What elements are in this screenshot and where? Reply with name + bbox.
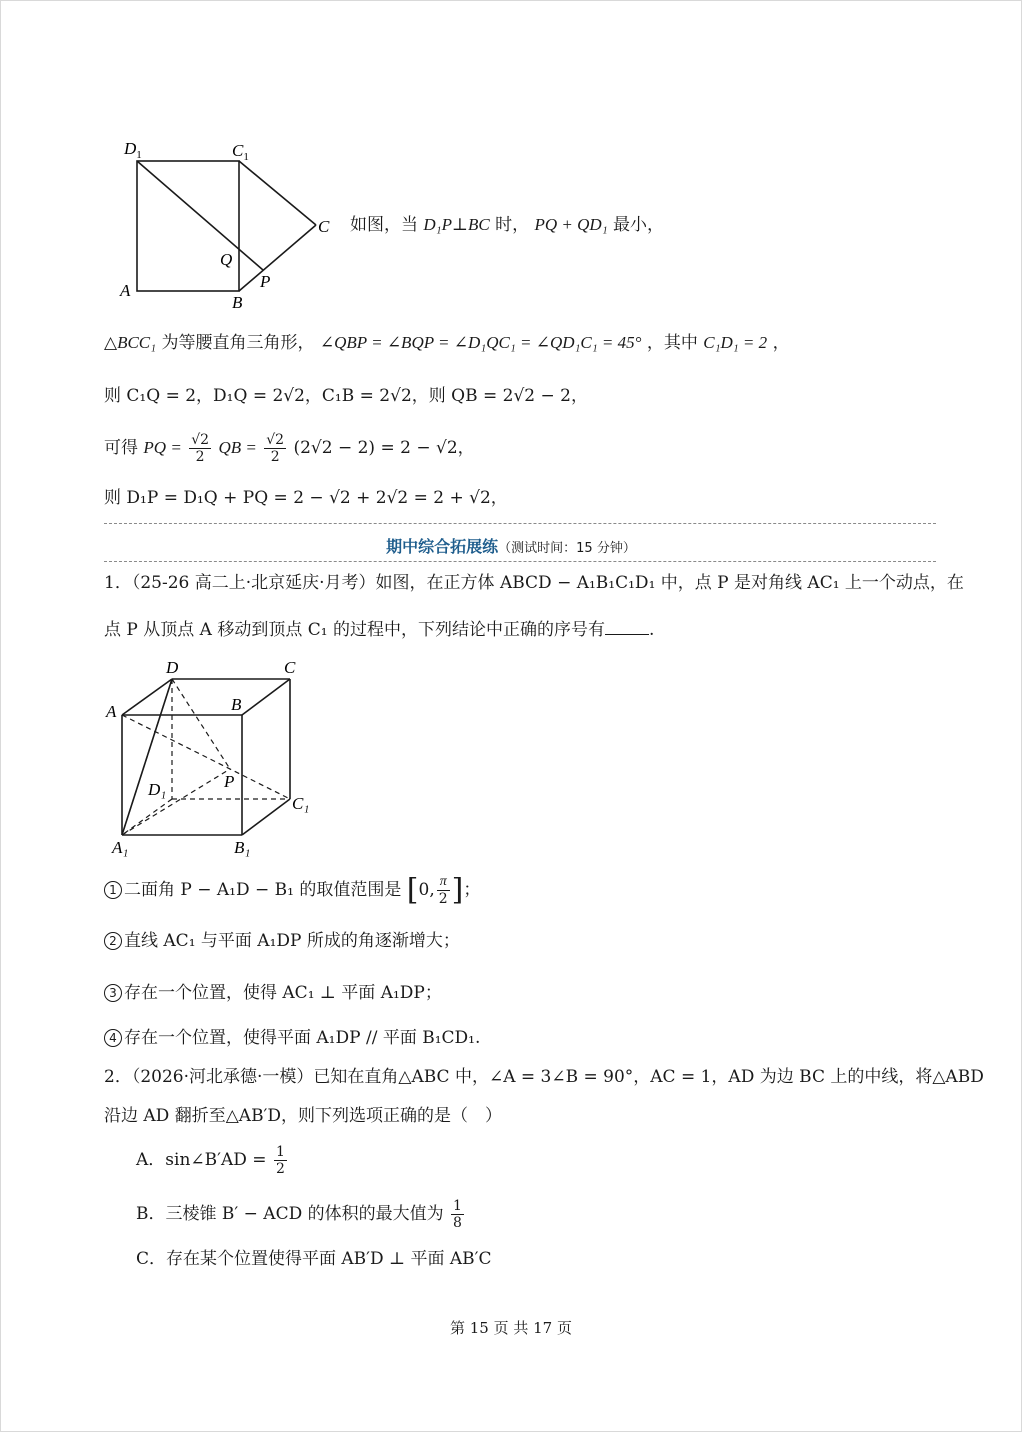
label-q: Q: [220, 250, 233, 269]
square-abd1c1: [137, 161, 239, 291]
sol2-mid: ，其中: [646, 333, 698, 353]
section-title: 期中综合拓展练: [386, 537, 499, 556]
range-bracket-right: ]: [451, 872, 464, 908]
divider-top: [104, 523, 936, 524]
q2-line-1: [104, 1066, 984, 1088]
q2-optB-text: B．三棱锥 B′ − ACD 的体积的最大值为: [136, 1204, 444, 1224]
sol1-mid: 时，: [495, 215, 530, 235]
label-c1: $C_1$: [232, 141, 249, 163]
q1-opt4-text: 存在一个位置，使得平面 A₁DP // 平面 B₁CD₁.: [124, 1028, 481, 1048]
cube-label-c1: C₁: [292, 794, 310, 813]
sol5-text: 则 D₁P = D₁Q + PQ = 2 − √2 + 2√2 = 2 + √2，: [104, 488, 508, 508]
q1-option-4: [104, 1027, 480, 1049]
sol4-pq: PQ =: [143, 438, 182, 457]
page-number: 第 15 页 共 17 页: [449, 1319, 572, 1337]
q2-option-a: [136, 1140, 289, 1180]
q1-opt1-end: ；: [463, 880, 481, 900]
q2-optB-frac: $\frac{1}{8}$: [453, 1198, 462, 1231]
label-d1: $D_1$: [124, 139, 142, 161]
q1-text-1: 1．（25-26 高二上·北京延庆·月考）如图，在正方体 ABCD − A₁B₁C₁D₁ 中，点 P 是对角线 AC₁ 上一个动点，在: [104, 573, 964, 593]
q1-option-1: [104, 868, 480, 912]
sol1-prefix: 如图，当: [350, 215, 418, 235]
q2-text-1: 2．（2026·河北承德·一模）已知在直角△ABC 中，∠A = 3∠B = 90°，AC = 1，AD 为边 BC 上的中线，将△ABD: [104, 1067, 984, 1087]
q1-line-1: [104, 572, 964, 594]
q2-option-b: [136, 1194, 466, 1234]
q1-opt2-text: 直线 AC₁ 与平面 A₁DP 所成的角逐渐增大；: [124, 931, 460, 951]
q1-text-2: 点 P 从顶点 A 移动到顶点 C₁ 的过程中，下列结论中正确的序号有: [104, 620, 605, 640]
range-bracket-left: [: [406, 872, 419, 908]
solution-line-1: [350, 214, 664, 236]
q1-opt3-text: 存在一个位置，使得 AC₁ ⊥ 平面 A₁DP；: [124, 983, 442, 1003]
sol1-suffix: 最小，: [613, 215, 665, 235]
circled-number-1: 1: [104, 881, 122, 899]
cube-label-b: B: [231, 695, 242, 714]
solution-line-3: [104, 385, 588, 407]
label-a: A: [120, 281, 131, 300]
q2-text-2: 沿边 AD 翻折至△AB′D，则下列选项正确的是（ ）: [104, 1106, 503, 1126]
circled-number-2: 2: [104, 932, 122, 950]
section-subtitle: （测试时间：15 分钟）: [498, 541, 636, 556]
q2-option-c: [136, 1248, 492, 1270]
cube-label-c: C: [284, 658, 296, 677]
q2-optA-text: A．sin∠B′AD =: [136, 1150, 267, 1170]
label-c: C: [318, 217, 330, 236]
sol3-text: 则 C₁Q = 2，D₁Q = 2√2，C₁B = 2√2，则 QB = 2√2 − 2，: [104, 386, 588, 406]
label-p: P: [260, 272, 271, 291]
sol2-eq: C₁D₁ = 2: [703, 333, 768, 352]
solution-line-5: [104, 487, 508, 509]
cube-label-p: P: [224, 772, 235, 791]
solution-line-4: [104, 430, 475, 466]
section-header: [0, 534, 1022, 557]
solution-line-2: [104, 332, 790, 354]
circled-number-4: 4: [104, 1029, 122, 1047]
cube-label-d: D: [166, 658, 179, 677]
cube-label-d1: D₁: [148, 780, 167, 799]
cube-label-b1: B₁: [234, 838, 251, 857]
sol4-prefix: 可得: [104, 438, 138, 458]
sol1-cond: D₁P⊥BC: [423, 215, 490, 234]
sol2-end: ，: [772, 333, 790, 353]
q1-line-2: [104, 618, 654, 641]
cube-label-a1: A₁: [112, 838, 129, 857]
divider-bottom: [104, 561, 936, 562]
q2-line-2: [104, 1105, 502, 1127]
sol4-qb: QB =: [218, 438, 257, 457]
answer-blank[interactable]: [605, 618, 649, 635]
q1-option-3: [104, 982, 442, 1004]
segment-d1p: [137, 161, 263, 270]
sol4-tail: (2√2 − 2) = 2 − √2，: [293, 438, 475, 458]
label-b: B: [232, 293, 243, 312]
sol4-frac-2: $\frac{√2}{2}$: [266, 432, 285, 465]
cube-label-a: A: [106, 702, 117, 721]
sol2-tri: △BCC₁: [104, 333, 157, 352]
sol2-text: 为等腰直角三角形，: [161, 333, 315, 353]
q2-optC-text: C．存在某个位置使得平面 AB′D ⊥ 平面 AB′C: [136, 1249, 492, 1269]
sol4-frac-1: $\frac{√2}{2}$: [191, 432, 210, 465]
figure-square-triangle: [110, 130, 350, 320]
segment-c1c: [239, 161, 316, 225]
segment-cb: [239, 225, 316, 291]
sol2-angles: ∠QBP = ∠BQP = ∠D₁QC₁ = ∠QD₁C₁ = 45°: [319, 333, 642, 352]
page-footer: [0, 1317, 1022, 1338]
sol1-expr: PQ + QD₁: [534, 215, 608, 234]
range-fraction: $\frac{\pi}{2}$: [438, 874, 448, 907]
q1-text-2-end: .: [648, 620, 655, 640]
q1-option-2: [104, 930, 460, 952]
circled-number-3: 3: [104, 984, 122, 1002]
range-left: 0,: [418, 880, 435, 900]
q1-opt1-text: 二面角 P − A₁D − B₁ 的取值范围是: [124, 880, 402, 900]
figure-cube: [100, 655, 330, 860]
q2-optA-frac: $\frac{1}{2}$: [275, 1144, 285, 1177]
